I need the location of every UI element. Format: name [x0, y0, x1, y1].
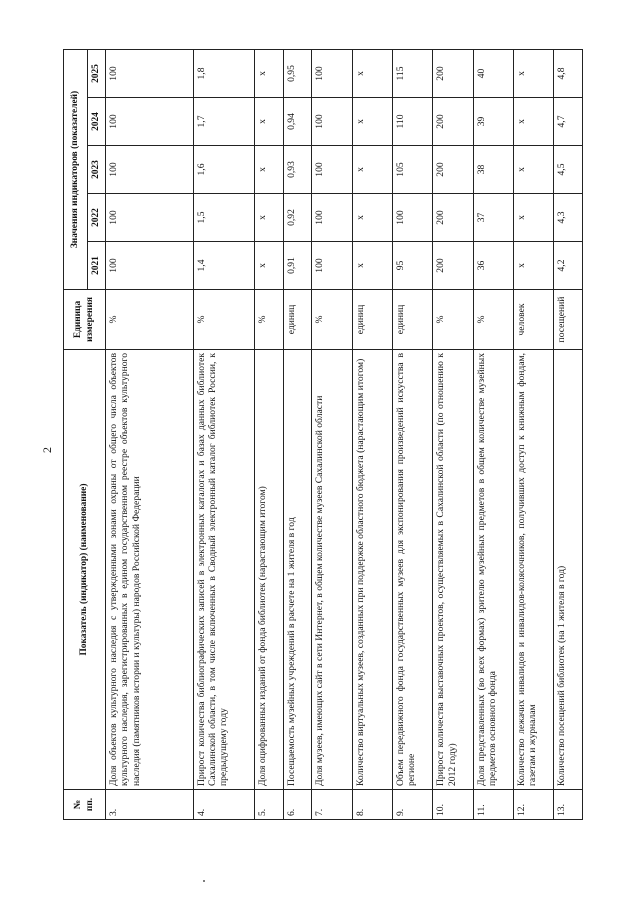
value-cell: 100	[393, 194, 433, 242]
table-header	[64, 49, 106, 819]
unit-cell: %	[473, 290, 513, 350]
value-cell: 105	[393, 146, 433, 194]
value-cell: 115	[393, 49, 433, 97]
value-cell: 37	[473, 194, 513, 242]
value-cell: 4,2	[554, 242, 583, 290]
row-number: 3.	[106, 790, 194, 820]
row-number: 5.	[255, 790, 283, 820]
indicator-name: Доля музеев, имеющих сайт в сети Интернет, в общем количестве музеев Сахалинской области	[312, 350, 352, 790]
unit-cell: человек	[514, 290, 554, 350]
value-cell: х	[352, 146, 392, 194]
value-cell: 100	[312, 242, 352, 290]
indicator-name: Объем передвижного фонда государственных музеев для экспонирования произведений искусства в регионе	[393, 350, 433, 790]
value-cell: 95	[393, 242, 433, 290]
value-cell: 110	[393, 98, 433, 146]
value-cell: 100	[312, 194, 352, 242]
value-cell: 4,7	[554, 98, 583, 146]
header-indicator: Показатель (индикатор) (наименование)	[64, 350, 106, 790]
value-cell: 100	[106, 98, 194, 146]
unit-cell: единиц	[352, 290, 392, 350]
indicator-name: Доля объектов культурного наследия с утвержденными зонами охраны от общего числа объектов культурного наследия, зарегистрированных в едином государственном реестре объектов культурного наследия (памятников истории и культуры) народов Российской Федерации	[106, 350, 194, 790]
header-num: № пп.	[64, 790, 106, 820]
value-cell: 4,8	[554, 49, 583, 97]
value-cell: 100	[312, 146, 352, 194]
value-cell: х	[352, 242, 392, 290]
value-cell: х	[514, 242, 554, 290]
page-number: 2	[40, 447, 54, 453]
value-cell: 0,91	[283, 242, 311, 290]
value-cell: 100	[312, 49, 352, 97]
unit-cell: %	[193, 290, 255, 350]
indicators-table	[63, 49, 583, 820]
value-cell: х	[255, 146, 283, 194]
value-cell: 36	[473, 242, 513, 290]
value-cell: 0,94	[283, 98, 311, 146]
row-number: 10.	[433, 790, 473, 820]
value-cell: 40	[473, 49, 513, 97]
indicator-name: Количество посещений библиотек (на 1 жителя в год)	[554, 350, 583, 790]
table-row	[283, 49, 311, 819]
table-row	[193, 49, 255, 819]
header-year: 2021	[88, 242, 106, 290]
value-cell: 200	[433, 98, 473, 146]
header-year: 2023	[88, 146, 106, 194]
indicator-name: Количество виртуальных музеев, созданных при поддержке областного бюджета (нарастающим итогом)	[352, 350, 392, 790]
header-values-group: Значения индикаторов (показателей)	[64, 49, 88, 289]
value-cell: 1,5	[193, 194, 255, 242]
header-year: 2025	[88, 49, 106, 97]
table-row	[514, 49, 554, 819]
value-cell: 100	[106, 49, 194, 97]
value-cell: 0,92	[283, 194, 311, 242]
row-number: 6.	[283, 790, 311, 820]
value-cell: х	[352, 98, 392, 146]
header-year: 2024	[88, 98, 106, 146]
value-cell: 4,5	[554, 146, 583, 194]
value-cell: 100	[106, 146, 194, 194]
value-cell: 0,93	[283, 146, 311, 194]
value-cell: х	[514, 146, 554, 194]
value-cell: 200	[433, 146, 473, 194]
table-body	[106, 49, 583, 819]
value-cell: х	[255, 49, 283, 97]
value-cell: 200	[433, 242, 473, 290]
value-cell: 1,4	[193, 242, 255, 290]
value-cell: 200	[433, 49, 473, 97]
table-row	[554, 49, 583, 819]
header-unit: Единица измерения	[64, 290, 106, 350]
unit-cell: единиц	[393, 290, 433, 350]
indicator-name: Прирост количества выставочных проектов, осуществляемых в Сахалинской области (по отношению к 2012 году)	[433, 350, 473, 790]
indicator-name: Доля оцифрованных изданий от фонда библиотек (нарастающим итогом)	[255, 350, 283, 790]
unit-cell: посещений	[554, 290, 583, 350]
indicator-name: Доля представленных (во всех формах) зрителю музейных предметов в общем количестве музейных предметов основного фонда	[473, 350, 513, 790]
value-cell: 38	[473, 146, 513, 194]
table-row	[473, 49, 513, 819]
unit-cell: %	[106, 290, 194, 350]
table-row	[393, 49, 433, 819]
indicator-name: Посещаемость музейных учреждений в расчете на 1 жителя в год	[283, 350, 311, 790]
row-number: 8.	[352, 790, 392, 820]
table-row	[312, 49, 352, 819]
value-cell: х	[514, 49, 554, 97]
value-cell: х	[514, 98, 554, 146]
value-cell: х	[514, 194, 554, 242]
value-cell: х	[352, 49, 392, 97]
row-number: 13.	[554, 790, 583, 820]
value-cell: 1,7	[193, 98, 255, 146]
unit-cell: %	[433, 290, 473, 350]
value-cell: 1,8	[193, 49, 255, 97]
table-row	[106, 49, 194, 819]
table-row	[433, 49, 473, 819]
value-cell: 1,6	[193, 146, 255, 194]
value-cell: 100	[106, 242, 194, 290]
unit-cell: %	[255, 290, 283, 350]
value-cell: х	[352, 194, 392, 242]
value-cell: 100	[312, 98, 352, 146]
value-cell: 39	[473, 98, 513, 146]
row-number: 4.	[193, 790, 255, 820]
row-number: 11.	[473, 790, 513, 820]
indicator-name: Прирост количества библиографических записей в электронных каталогах и базах данных библиотек Сахалинской области, в том числе включенных в Сводный электронный каталог библиотек России, к предыдущему году	[193, 350, 255, 790]
unit-cell: %	[312, 290, 352, 350]
table-row	[352, 49, 392, 819]
indicator-name: Количество лежачих инвалидов и инвалидов-колясочников, получивших доступ к книжным фондам, газетам и журналам	[514, 350, 554, 790]
value-cell: 100	[106, 194, 194, 242]
value-cell: х	[255, 242, 283, 290]
row-number: 7.	[312, 790, 352, 820]
table-row	[255, 49, 283, 819]
value-cell: 0,95	[283, 49, 311, 97]
scan-speck	[203, 880, 205, 882]
unit-cell: единиц	[283, 290, 311, 350]
value-cell: х	[255, 98, 283, 146]
row-number: 12.	[514, 790, 554, 820]
value-cell: х	[255, 194, 283, 242]
value-cell: 200	[433, 194, 473, 242]
header-year: 2022	[88, 194, 106, 242]
row-number: 9.	[393, 790, 433, 820]
value-cell: 4,3	[554, 194, 583, 242]
